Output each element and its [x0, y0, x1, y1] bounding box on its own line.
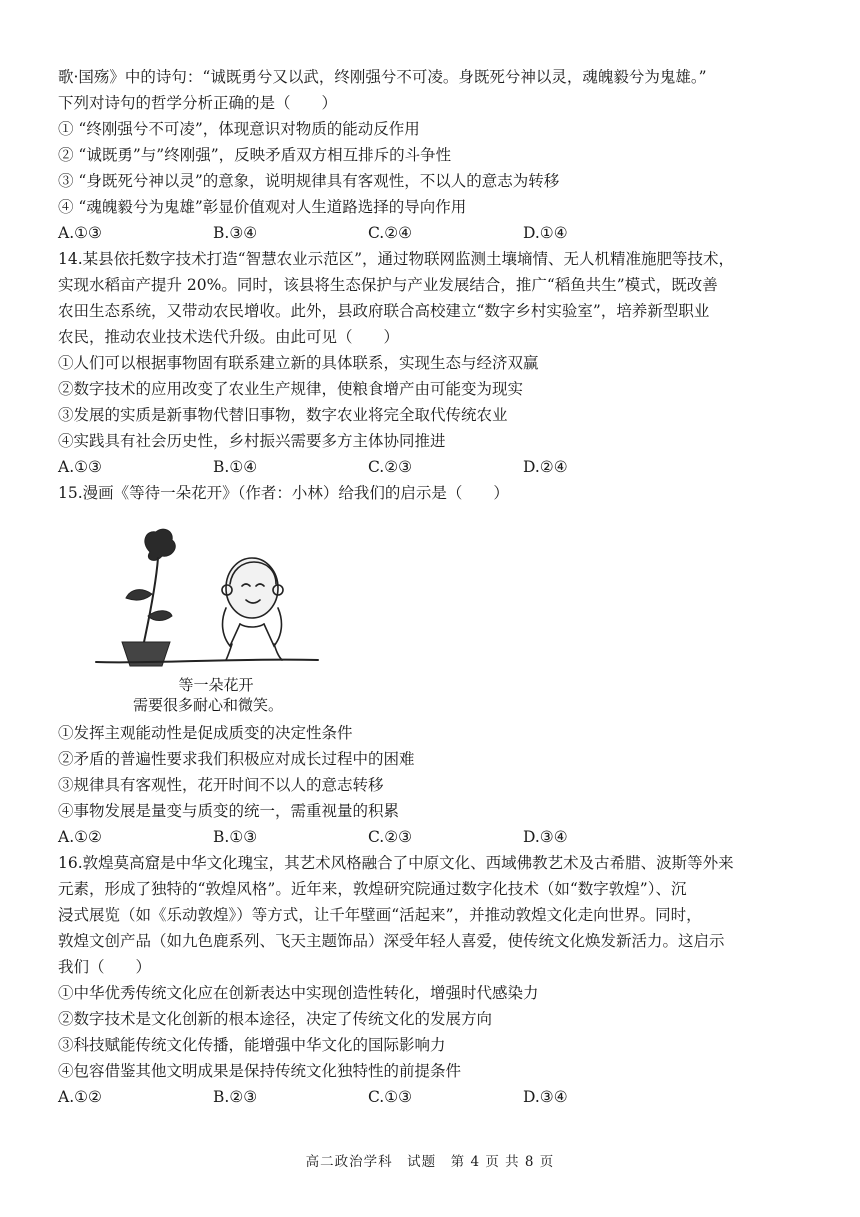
- q16-stem-line: 元素，形成了独特的“敦煌风格”。近年来，敦煌研究院通过数字化技术（如“数字敦煌”）、沉: [58, 880, 687, 898]
- q16-item: ④包容借鉴其他文明成果是保持传统文化独特性的前提条件: [58, 1062, 462, 1080]
- question-13: [58, 64, 810, 246]
- cartoon-illustration: [92, 524, 322, 714]
- q16-option-a: A.①②: [58, 1088, 102, 1106]
- q15-options: [58, 824, 810, 850]
- q13-option-d: D.①④: [523, 224, 568, 242]
- page-footer: 高二政治学科 试题 第 4 页 共 8 页: [305, 1154, 555, 1170]
- q13-stem-line: 歌·国殇》中的诗句：“诚既勇兮又以武，终刚强兮不可凌。身既死兮神以灵，魂魄毅兮为鬼雄。”: [58, 68, 707, 86]
- q14-stem-line: 农田生态系统，又带动农民增收。此外，县政府联合高校建立“数字乡村实验室”，培养新型职业: [58, 302, 710, 320]
- q15-option-b: B.①③: [213, 828, 258, 846]
- q13-options: [58, 220, 810, 246]
- q13-option-b: B.③④: [213, 224, 258, 242]
- q16-stem-line: 敦煌文创产品（如九色鹿系列、飞天主题饰品）深受年轻人喜爱，使传统文化焕发新活力。这启示: [58, 932, 725, 950]
- q16-option-b: B.②③: [213, 1088, 258, 1106]
- page-content: [58, 64, 810, 1110]
- q16-option-d: D.③④: [523, 1088, 568, 1106]
- q16-stem-line: 浸式展览（如《乐动敦煌》）等方式，让千年壁画“活起来”，并推动敦煌文化走向世界。同时，: [58, 906, 702, 924]
- q14-option-d: D.②④: [523, 458, 568, 476]
- q14-item: ②数字技术的应用改变了农业生产规律，使粮食增产由可能变为现实: [58, 380, 524, 398]
- q14-stem-line: 14.某县依托数字技术打造“智慧农业示范区”，通过物联网监测土壤墒情、无人机精准施肥等技术，: [58, 250, 735, 268]
- q13-option-a: A.①③: [58, 224, 102, 242]
- question-14: [58, 246, 810, 480]
- monk-drawing: [222, 558, 283, 660]
- q14-item: ④实践具有社会历史性，乡村振兴需要多方主体协同推进: [58, 432, 446, 450]
- q14-options: [58, 454, 810, 480]
- q14-item: ③发展的实质是新事物代替旧事物，数字农业将完全取代传统农业: [58, 406, 508, 424]
- q13-item: ① “终刚强兮不可凌”，体现意识对物质的能动反作用: [58, 120, 420, 138]
- q15-stem: 15.漫画《等待一朵花开》（作者：小林）给我们的启示是（ ）: [58, 484, 509, 502]
- q14-option-b: B.①④: [213, 458, 258, 476]
- cartoon-waiting-for-flower: [58, 506, 810, 720]
- q15-option-a: A.①②: [58, 828, 102, 846]
- question-15: [58, 480, 810, 850]
- q13-item: ④ “魂魄毅兮为鬼雄”彰显价值观对人生道路选择的导向作用: [58, 198, 467, 216]
- q16-item: ③科技赋能传统文化传播，能增强中华文化的国际影响力: [58, 1036, 446, 1054]
- q15-option-c: C.②③: [368, 828, 413, 846]
- cartoon-caption-line1: 等一朵花开: [178, 676, 254, 694]
- q14-option-a: A.①③: [58, 458, 102, 476]
- q13-option-c: C.②④: [368, 224, 413, 242]
- q13-item: ③ “身既死兮神以灵”的意象，说明规律具有客观性，不以人的意志为转移: [58, 172, 560, 190]
- q15-item: ③规律具有客观性，花开时间不以人的意志转移: [58, 776, 384, 794]
- q15-item: ④事物发展是量变与质变的统一，需重视量的积累: [58, 802, 400, 820]
- q14-option-c: C.②③: [368, 458, 413, 476]
- q16-options: [58, 1084, 810, 1110]
- q14-stem-line: 实现水稻亩产提升 20%。同时，该县将生态保护与产业发展结合，推广“稻鱼共生”模式，既改善: [58, 276, 718, 294]
- q15-option-d: D.③④: [523, 828, 568, 846]
- q14-stem-line: 农民，推动农业技术迭代升级。由此可见（ ）: [58, 328, 400, 346]
- q16-option-c: C.①③: [368, 1088, 413, 1106]
- question-16: [58, 850, 810, 1110]
- q16-stem-line: 我们（ ）: [58, 958, 152, 976]
- q16-stem-line: 16.敦煌莫高窟是中华文化瑰宝，其艺术风格融合了中原文化、西域佛教艺术及古希腊、波斯等外来: [58, 854, 734, 872]
- cartoon-caption-line2: 需要很多耐心和微笑。: [132, 696, 284, 714]
- q14-item: ①人们可以根据事物固有联系建立新的具体联系，实现生态与经济双赢: [58, 354, 539, 372]
- q15-item: ②矛盾的普遍性要求我们积极应对成长过程中的困难: [58, 750, 415, 768]
- q16-item: ②数字技术是文化创新的根本途径，决定了传统文化的发展方向: [58, 1010, 493, 1028]
- q13-item: ② “诚既勇”与”终刚强”，反映矛盾双方相互排斥的斗争性: [58, 146, 452, 164]
- flower-drawing: [96, 529, 318, 666]
- q16-item: ①中华优秀传统文化应在创新表达中实现创造性转化，增强时代感染力: [58, 984, 539, 1002]
- q15-item: ①发挥主观能动性是促成质变的决定性条件: [58, 724, 353, 742]
- q13-stem-line: 下列对诗句的哲学分析正确的是（ ）: [58, 94, 338, 112]
